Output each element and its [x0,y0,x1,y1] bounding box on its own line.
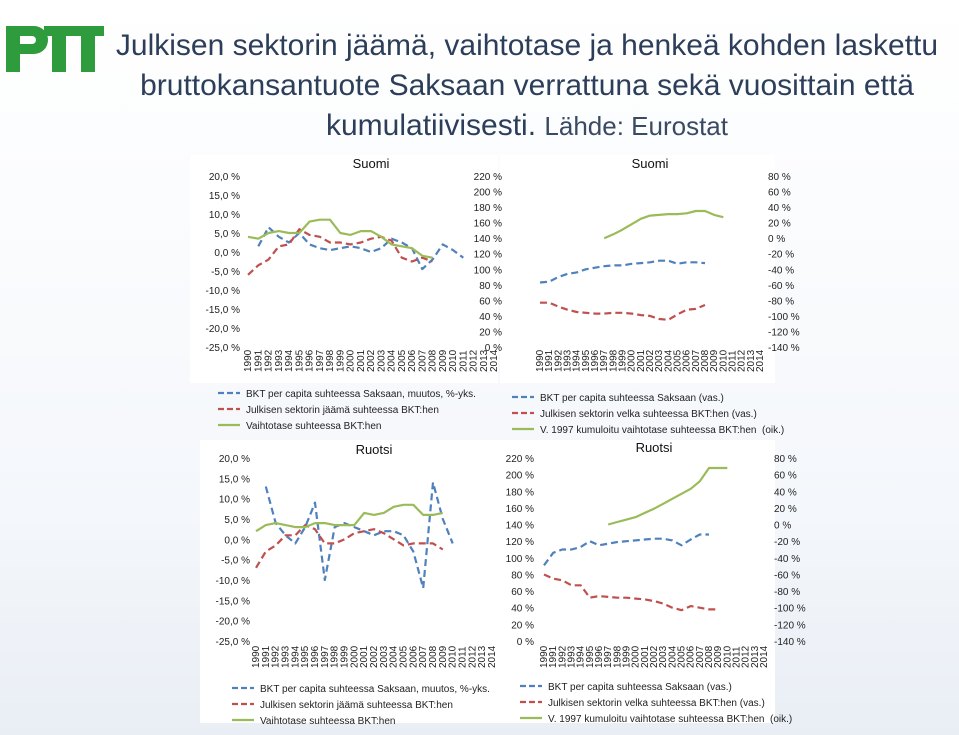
x-tick-label: 1995 [584,645,596,668]
x-tick-label: 1990 [535,349,546,372]
y-tick-label: -15,0 % [205,305,240,316]
y-tick-label: 0,0 % [214,248,240,259]
x-tick-label: 2013 [477,645,489,668]
y-tick-label: 20,0 % [218,454,250,465]
chart-background [500,440,775,723]
y-tick-label: 20,0 % [208,172,240,183]
chart-title: Suomi [352,156,390,171]
x-tick-label: 2011 [458,350,470,372]
y-tick-label: 200 % [473,187,502,199]
x-tick-label: 2008 [428,645,439,668]
y-tick-label: 0 % [484,343,502,354]
x-tick-label: 2006 [407,349,418,372]
y-tick-label: 100 % [473,265,502,277]
legend-label: BKT per capita suhteessa Saksaan, muutos, %-yks. [246,389,476,400]
x-tick-label: 2001 [355,349,367,372]
y-tick-label: 10,0 % [208,210,240,221]
x-tick-label: 1993 [273,349,285,372]
y-tick-label: 80 % [479,280,502,292]
legend-suffix: (oik.) [770,714,793,725]
y-tick-label: 60 % [511,587,534,599]
x-tick-label: 1992 [557,645,569,668]
x-tick-label: 2011 [727,350,739,372]
y-tick-label: 10,0 % [218,494,250,506]
x-tick-label: 2010 [448,349,459,372]
x-tick-label: 2009 [709,349,721,372]
x-tick-label: 2002 [649,645,660,668]
chart-title: Ruotsi [635,440,673,455]
x-tick-label: 1990 [251,645,262,668]
x-tick-label: 2008 [704,645,715,668]
x-tick-label: 1993 [280,645,292,668]
x-tick-label: 2006 [408,645,420,668]
x-tick-label: 1999 [617,349,629,372]
y-tick-label: 140 % [473,234,502,246]
x-tick-label: 2013 [749,645,761,668]
y-tick-label: -10,0 % [205,286,240,297]
x-tick-label: 1997 [319,645,331,668]
y2-tick-label: -20 % [774,537,801,549]
x-tick-label: 2012 [467,645,479,668]
x-tick-label: 2004 [386,349,398,372]
y2-tick-label: 60 % [774,470,797,482]
y2-tick-label: 80 % [768,172,791,183]
x-tick-label: 2002 [645,349,656,372]
x-tick-label: 2004 [663,349,675,372]
y2-tick-label: -60 % [774,570,801,582]
legend-label: V. 1997 kumuloitu vaihtotase suhteessa BKT:hen [540,425,757,436]
chart-title: Suomi [631,156,669,171]
x-tick-label: 1996 [310,645,321,668]
x-tick-label: 1998 [612,645,624,668]
y-tick-label: -20,0 % [215,616,250,628]
y-tick-label: -20,0 % [205,324,240,335]
x-tick-label: 1996 [590,349,601,372]
y-tick-label: -10,0 % [215,576,250,587]
x-tick-label: 1999 [335,349,347,372]
y2-tick-label: 0 % [768,234,786,246]
x-tick-label: 2002 [366,349,377,372]
x-tick-label: 2011 [457,646,469,668]
legend-label: Julkisen sektorin jäämä suhteessa BKT:hen [260,700,453,711]
x-tick-label: 1991 [544,349,556,372]
x-tick-label: 2005 [396,349,408,372]
x-tick-label: 1997 [603,645,615,668]
legend-label: BKT per capita suhteessa Saksaan, muutos, %-yks. [260,684,490,695]
y-tick-label: 220 % [505,454,534,465]
x-tick-label: 2012 [736,349,748,372]
x-tick-label: 2007 [694,645,706,668]
y-tick-label: 200 % [505,470,534,482]
legend-label: Julkisen sektorin velka suhteessa BKT:hen (vas.) [548,698,765,709]
x-tick-label: 2010 [722,645,734,668]
x-tick-label: 1990 [243,349,254,372]
title-text: Julkisen sektorin jäämä, vaihtotase ja henkeä kohden laskettu bruttokansantuote Saksaan verrattuna sekä vuosittain että kumulatiivisesti. [115,29,939,142]
legend-label: BKT per capita suhteessa Saksaan (vas.) [548,682,732,693]
x-tick-label: 1994 [290,645,302,668]
x-tick-label: 2005 [672,349,684,372]
y-tick-label: 120 % [473,249,502,261]
y-tick-label: 120 % [505,537,534,549]
x-tick-label: 2001 [639,645,651,668]
x-tick-label: 2000 [349,645,361,668]
x-tick-label: 2012 [740,645,752,668]
chart-se_annual [200,440,500,727]
x-tick-label: 2001 [359,645,371,668]
y2-tick-label: -80 % [768,296,795,308]
x-tick-label: 2003 [376,349,388,372]
x-tick-label: 2011 [731,646,743,668]
legend-label: Julkisen sektorin jäämä suhteessa BKT:hen [246,405,439,416]
x-tick-label: 1994 [571,349,583,372]
y2-tick-label: 80 % [774,454,797,465]
x-tick-label: 1992 [263,349,275,372]
x-tick-label: 2009 [437,645,449,668]
x-tick-label: 1999 [339,645,351,668]
x-tick-label: 1991 [548,645,560,668]
x-tick-label: 2006 [681,349,693,372]
chart-fi_annual [190,155,500,432]
x-tick-label: 2005 [398,645,410,668]
y2-tick-label: 40 % [774,487,797,499]
legend-label: Vaihtotase suhteessa BKT:hen [260,716,396,727]
legend-label: Vaihtotase suhteessa BKT:hen [246,421,382,432]
x-tick-label: 2004 [388,645,400,668]
x-tick-label: 2003 [658,645,670,668]
x-tick-label: 2004 [667,645,679,668]
x-tick-label: 2012 [468,349,480,372]
chart-se_cumulative [500,440,806,725]
y-tick-label: 20 % [479,327,502,339]
y2-tick-label: -40 % [768,265,795,277]
x-tick-label: 1993 [566,645,578,668]
x-tick-label: 2009 [437,349,449,372]
y-tick-label: 220 % [473,172,502,183]
y2-tick-label: -60 % [768,280,795,292]
x-tick-label: 1999 [621,645,633,668]
chart-background [500,155,775,383]
y2-tick-label: -40 % [774,553,801,565]
y-tick-label: -25,0 % [215,637,250,648]
x-tick-label: 1991 [253,349,265,372]
y-tick-label: -15,0 % [215,596,250,608]
y2-tick-label: -120 % [774,620,806,632]
x-tick-label: 2014 [487,645,498,668]
y-tick-label: 5,0 % [224,515,250,526]
y-tick-label: 80 % [511,570,534,582]
chart-title: Ruotsi [355,442,393,457]
chart-fi_cumulative [474,155,800,436]
y2-tick-label: -140 % [774,637,806,648]
x-tick-label: 2000 [630,645,642,668]
y-tick-label: 160 % [505,503,534,515]
x-tick-label: 2014 [759,645,770,668]
x-tick-label: 2009 [713,645,725,668]
x-tick-label: 1992 [553,349,565,372]
legend-label: BKT per capita suhteessa Saksaan (vas.) [540,393,724,404]
x-tick-label: 2013 [745,349,757,372]
x-tick-label: 2003 [378,645,390,668]
y-tick-label: 0 % [516,637,534,648]
x-tick-label: 2000 [626,349,638,372]
x-tick-label: 1997 [599,349,611,372]
y2-tick-label: 0 % [774,520,792,532]
legend-suffix: (oik.) [762,425,785,436]
y-tick-label: 15,0 % [218,474,250,486]
y-tick-label: 0,0 % [224,535,250,547]
y2-tick-label: -140 % [768,343,800,354]
x-tick-label: 1995 [294,349,306,372]
x-tick-label: 1990 [539,645,550,668]
legend-label: Julkisen sektorin velka suhteessa BKT:hen (vas.) [540,409,757,420]
y2-tick-label: -100 % [768,311,800,323]
x-tick-label: 1994 [284,349,295,372]
y2-tick-label: -80 % [774,587,801,599]
y-tick-label: 5,0 % [214,229,240,240]
x-tick-label: 2008 [700,349,711,372]
y-tick-label: 100 % [505,553,534,565]
y2-tick-label: 20 % [774,503,797,515]
y-tick-label: 15,0 % [208,191,240,202]
y2-tick-label: 60 % [768,187,791,199]
x-tick-label: 2014 [755,349,766,372]
x-tick-label: 2003 [654,349,666,372]
x-tick-label: 1995 [580,349,592,372]
x-tick-label: 2014 [489,349,500,372]
x-tick-label: 1992 [270,645,282,668]
y-tick-label: 20 % [511,620,534,632]
y-tick-label: 180 % [473,203,502,215]
x-tick-label: 2001 [635,349,647,372]
x-tick-label: 1998 [608,349,620,372]
x-tick-label: 2000 [345,349,357,372]
y-tick-label: 40 % [511,603,534,615]
x-tick-label: 2013 [478,349,490,372]
x-tick-label: 1997 [314,349,326,372]
x-tick-label: 1993 [562,349,574,372]
y-tick-label: -25,0 % [205,343,240,354]
y2-tick-label: 40 % [768,203,791,215]
y-tick-label: -5,0 % [211,267,240,278]
x-tick-label: 2005 [676,645,688,668]
y2-tick-label: -20 % [768,249,795,261]
legend-label: V. 1997 kumuloitu vaihtotase suhteessa BKT:hen [548,714,765,725]
x-tick-label: 2010 [718,349,730,372]
source-text: Lähde: Eurostat [544,111,728,141]
y-tick-label: 160 % [473,218,502,230]
y2-tick-label: 20 % [768,218,791,230]
y-tick-label: 140 % [505,520,534,532]
x-tick-label: 2006 [685,645,697,668]
x-tick-label: 1998 [325,349,336,372]
x-tick-label: 1994 [575,645,587,668]
x-tick-label: 2007 [417,349,429,372]
y-tick-label: 40 % [479,311,502,323]
x-tick-label: 2007 [690,349,702,372]
x-tick-label: 1991 [260,645,272,668]
y-tick-label: 60 % [479,296,502,308]
x-tick-label: 1998 [329,645,341,668]
x-tick-label: 2002 [369,645,380,668]
y-tick-label: 180 % [505,487,534,499]
x-tick-label: 1996 [594,645,605,668]
x-tick-label: 2010 [447,645,459,668]
x-tick-label: 2007 [418,645,430,668]
x-tick-label: 1995 [300,645,312,668]
x-tick-label: 1996 [304,349,316,372]
x-tick-label: 2008 [427,349,439,372]
y2-tick-label: -120 % [768,327,800,339]
y-tick-label: -5,0 % [221,555,250,567]
y2-tick-label: -100 % [774,603,806,615]
